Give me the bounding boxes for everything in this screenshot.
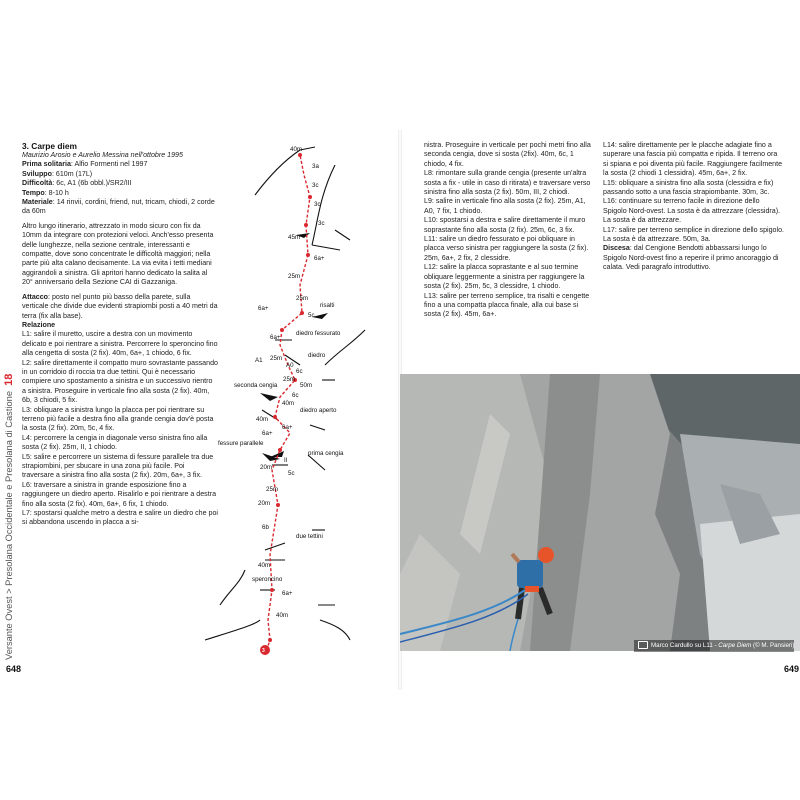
label-diedro: diedro	[308, 352, 326, 359]
pitch-l14: L14: salire direttamente per le placche adagiate fino a superare una fascia più compatta e ripida. Il terreno ora si spiana e poi diventa più facile. Raggiungere facilmente la sosta (2 chiodi 1 clessidra). 45m, 6a+, 2 fix.	[603, 141, 783, 178]
grade-3c-2: 3c	[314, 201, 321, 208]
grade-3c-3: 3c	[318, 220, 325, 227]
page-number-right: 649	[784, 664, 800, 674]
pitch-length-13: 40m	[258, 562, 271, 569]
attacco: Attacco: posto nel punto più basso della parete, sulla verticale che divide due evidenti strapiombi posti a 40 metri da terra (fix alla base).	[22, 292, 218, 320]
grade-3c-1: 3c	[312, 182, 319, 189]
photo-caption: Marco Cardullo su L11 - Carpe Diem (© M. Pansieri)	[634, 640, 794, 652]
chapter-number: 18	[3, 373, 15, 386]
pitch-l15: L15: obliquare a sinistra fino alla sosta (clessidra e fix) passando sotto a una fascia strapiombante. 30m, 3c.	[603, 178, 774, 197]
pitch-l13: L13: salire per terreno semplice, tra risalti e cengette fino a una compatta placca finale, alla cui base si sosta (2 fix). 45m, 6a+.	[424, 291, 590, 319]
route-pitches-column-2	[424, 141, 594, 320]
grade-ii: II	[284, 457, 288, 464]
pitch-l3: L3: obliquare a sinistra lungo la placca per poi rientrare su terreno più facile a destra fino alla grande cengia dov'è posta la sosta (2 fix). 20m, 5c, 4 fix.	[22, 405, 214, 433]
pitch-length-7: 50m	[300, 382, 313, 389]
grade-6c: 6c	[296, 368, 303, 375]
grade-a1: A1	[255, 357, 263, 364]
materiale: Materiale: 14 rinvii, cordini, friend, nut, tricam, chiodi, 2 corde da 60m	[22, 198, 215, 216]
route-authors: Maurizio Arosio e Aurelio Messina nell'ottobre 1995	[22, 151, 183, 159]
label-seconda-cengia: seconda cengia	[234, 382, 278, 389]
label-diedro-aperto: diedro aperto	[300, 407, 337, 414]
grade-6c-b: 6c	[292, 392, 299, 399]
climber-photo	[400, 374, 800, 651]
grade-6a-m2: 6a+	[270, 334, 281, 341]
difficolta: Difficoltà: 6c, A1 (6b obbl.)/SR2/III	[22, 179, 132, 188]
pitch-length-9: 40m	[256, 416, 269, 423]
grade-5c-top: 5c	[308, 312, 315, 319]
pitch-l12: L12: salire la placca soprastante e al suo termine obliquare leggermente a sinistra per raggiungere la sosta (2 fix). 25m, 5c, 3 clessidre, 1 chiodo.	[424, 263, 585, 291]
route-pitches-column-3	[603, 141, 784, 273]
route-description-column	[22, 141, 218, 528]
pitch-l17: L17: salire per terreno semplice in direzione dello spigolo. La sosta è da attrezzare. 50m, 3a.	[603, 225, 784, 244]
pitch-l2: L2: salire direttamente il compatto muro sovrastante passando in un corridoio di roccia tra due tettini. Qui è necessario compiere uno spostamento a sinistra e un successivo rientro a sinistra. Proseguire in verticale fino alla sosta (2 fix). 40m, 6b, 3 chiodi, 5 fix.	[22, 358, 218, 405]
discesa: Discesa: dal Cengione Bendotti abbassarsi lungo lo Spigolo Nord-ovest fino a reperire il primo ancoraggio di calata. Vedi paragrafo introduttivo.	[603, 244, 779, 272]
pitch-length-11: 25m	[266, 486, 279, 493]
grade-a0: A0	[286, 362, 294, 369]
pitch-l5: L5: salire e percorrere un sistema di fessure parallele tra due strapiombini, per sbucare in una zona più facile. Poi traversare a sinistra fino alla sosta (2 fix). 20m, 6a+, 3 fix.	[22, 452, 214, 480]
pitch-l6: L6: traversare a sinistra in grande esposizione fino a raggiungere un diedro aperto. Risalirlo e poi rientrare a destra fino alla sosta (2 fix). 40m, 6a+, 6 fix, 1 chiodo.	[22, 480, 217, 508]
pitch-length-4: 25m	[296, 295, 309, 302]
pitch-length-14: 40m	[276, 612, 289, 619]
label-due-tettini: due tettini	[296, 533, 323, 540]
pitch-l11: L11: salire un diedro fessurato e poi obliquare in placca verso sinistra per raggiungere la sosta (2 fix). 25m, 6a+, 2 fix, 2 clessidre.	[424, 235, 589, 262]
pitch-l8: L8: rimontare sulla grande cengia (presente un'altra sosta a fix - utile in caso di ritirata) e traversare verso sinistra fino alla sosta (2 fix). 50m, III, 2 chiodi.	[424, 169, 591, 197]
running-head-section: Versante Ovest > Presolana Occidentale e Presolana di Castione	[4, 391, 14, 660]
page-number-left: 648	[6, 664, 22, 674]
running-head	[2, 140, 16, 660]
relazione-heading: Relazione	[22, 320, 56, 329]
grade-6a-top: 6a+	[314, 255, 325, 262]
label-speroncino: speroncino	[252, 576, 283, 583]
grade-6a-c: 6a+	[262, 430, 273, 437]
pitch-length-8: 40m	[282, 400, 295, 407]
grade-6a-b: 6a+	[282, 424, 293, 431]
route-title: 3. Carpe diem	[22, 141, 77, 151]
label-prima-cengia: prima cengia	[308, 450, 344, 457]
pitch-length-2: 45m	[288, 234, 301, 241]
route-intro: Altro lungo itinerario, attrezzato in modo sicuro con fix da 10mm da integrare con protezioni veloci. Anch'esso presenta delle lunghezze, nella sezione centrale, interessanti e compatte, dove sono concentrate le difficoltà maggiori; nella parte più alta calano decisamente. La via evita i tetti mediani aggirandoli a sinistra. Gli apritori hanno dedicato la salita al 20° anniversario della Sezione CAI di Gazzaniga.	[22, 221, 214, 287]
tempo: Tempo: 8-10 h	[22, 188, 69, 197]
pitch-length-10: 20m	[260, 464, 273, 471]
pitch-l7: L7: spostarsi qualche metro a destra e salire un diedro che poi si abbandona uscendo in placca a si-	[22, 509, 218, 527]
pitch-length-6: 25m	[283, 376, 296, 383]
camera-icon	[638, 641, 648, 649]
pitch-length-3: 25m	[288, 273, 301, 280]
pitch-l16: L16: continuare su terreno facile in direzione dello Spigolo Nord-ovest. La sosta è da attrezzare (clessidra). La sosta è da attrezzare.	[603, 197, 781, 225]
label-fessure-parallele: fessure parallele	[218, 440, 264, 447]
pitch-l7-cont: nistra. Proseguire in verticale per pochi metri fino alla seconda cengia, dove si sosta (2fix). 40m, 6c, 1 chiodo, 4 fix.	[424, 141, 591, 168]
topo-rock-lines	[205, 147, 365, 640]
start-label: 3	[262, 648, 265, 654]
sviluppo: Sviluppo: 610m (17L)	[22, 169, 93, 178]
pitch-l4: L4: percorrere la cengia in diagonale verso sinistra fino alla sosta (2 fix). 25m, II, 1 chiodo.	[22, 433, 208, 452]
label-risalti: risalti	[320, 302, 335, 309]
grade-5c-b: 5c	[288, 470, 295, 477]
grade-6b: 6b	[262, 524, 269, 531]
topo-roofs	[260, 233, 328, 461]
pitch-length-12: 20m	[258, 500, 271, 507]
grade-3a: 3a	[312, 163, 319, 170]
route-topo-diagram	[200, 135, 390, 660]
pitch-l9: L9: salire in verticale fino alla sosta (2 fix). 25m, A1, A0, 7 fix, 1 chiodo.	[424, 197, 586, 215]
grade-6a-mid: 6a+	[258, 305, 269, 312]
prima-solitaria: Prima solitaria: Alfio Formenti nel 1997	[22, 160, 148, 169]
pitch-l10: L10: spostarsi a destra e salire direttamente il muro soprastante fino alla sosta (2 fix). 25m, 6c, 3 fix.	[424, 216, 586, 234]
photo-illustration	[400, 374, 800, 651]
grade-6a-d: 6a+	[282, 590, 293, 597]
pitch-l1: L1: salire il muretto, uscire a destra con un movimento delicato e poi rientrare a sinistra. Percorrere lo speroncino fino alla cengetta di sosta (2 fix). 40m, 6a+, 1 chiodo, 6 fix.	[22, 330, 218, 358]
label-diedro-fessurato: diedro fessurato	[296, 330, 341, 337]
pitch-length-5: 25m	[270, 355, 283, 362]
pitch-length-1: 40m	[290, 146, 303, 153]
